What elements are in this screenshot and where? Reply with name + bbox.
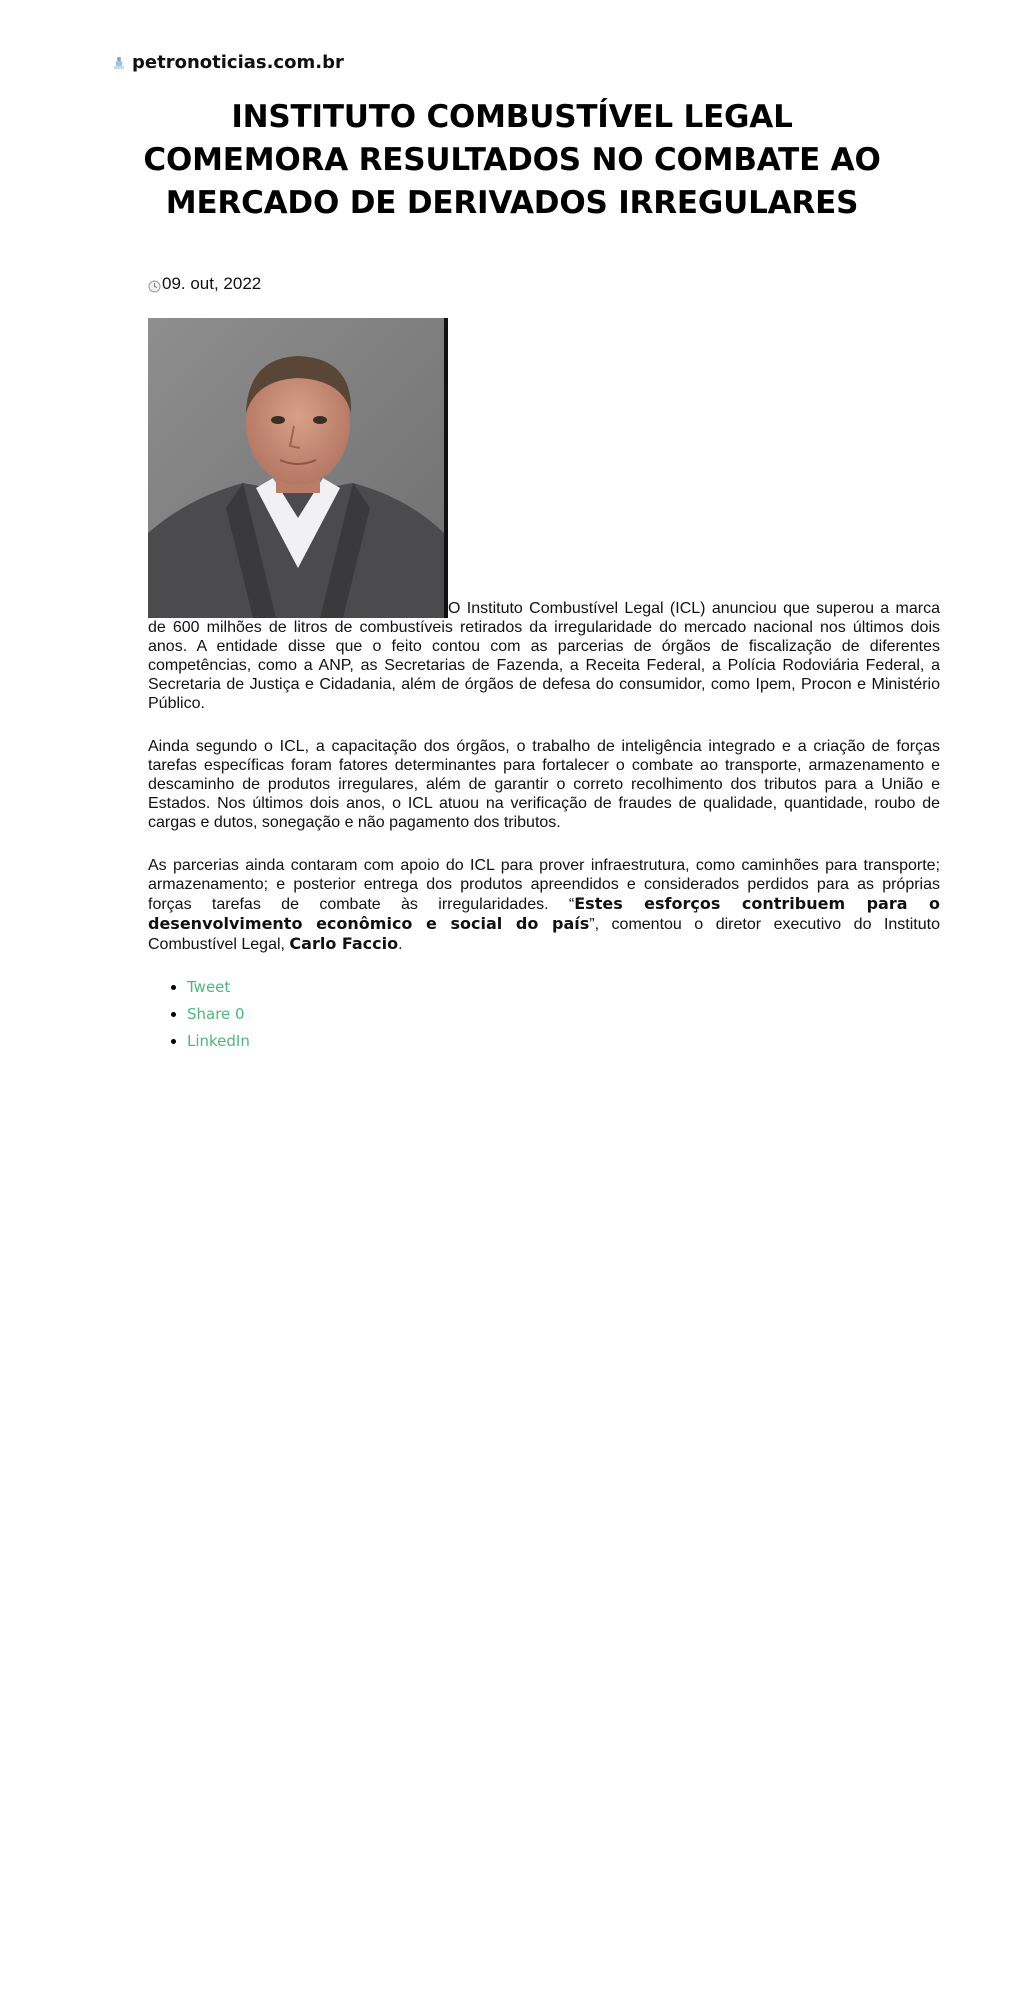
- clock-icon: [148, 278, 161, 291]
- article-paragraph-1-text: O Instituto Combustível Legal (ICL) anunciou que superou a marca de 600 milhões de litros de combustíveis retirados da irregularidade do mercado nacional nos últimos dois anos. A entidade disse que o feito contou com as parcerias de órgãos de fiscalização de diferentes competências, como a ANP, as Secretarias de Fazenda, a Receita Federal, a Polícia Rodoviária Federal, a Secretaria de Justiça e Cidadania, além de órgãos de defesa do consumidor, como Ipem, Procon e Ministério Público.: [148, 600, 940, 712]
- author-portrait-image: [148, 318, 448, 618]
- article-paragraph-1: [148, 318, 940, 713]
- tweet-link[interactable]: Tweet: [187, 978, 231, 996]
- article-paragraph-2: Ainda segundo o ICL, a capacitação dos órgãos, o trabalho de inteligência integrado e a criação de forças tarefas específicas foram fatores determinantes para fortalecer o combate ao transporte, armazenamento e descaminho de produtos irregulares, além de garantir o correto recolhimento dos tributos para a União e Estados. Nos últimos dois anos, o ICL atuou na verificação de fraudes de qualidade, quantidade, roubo de cargas e dutos, sonegação e não pagamento dos tributos.: [148, 738, 940, 831]
- article-paragraph-3-mid: ”, comentou o diretor executivo do Instituto Combustível Legal,: [148, 916, 940, 953]
- article-paragraph-3-start: As parcerias ainda contaram com apoio do ICL para prover infraestrutura, como caminhões para transporte; armazenamento; e posterior entrega dos produtos apreendidos e considerados perdidos para as próprias forças tarefas de combate às irregularidades. “: [148, 857, 940, 913]
- executive-name: Carlo Faccio: [289, 934, 399, 953]
- article-date: [148, 274, 261, 294]
- article-paragraph-3: [148, 856, 940, 954]
- executive-quote: Estes esforços contribuem para o desenvolvimento econômico e social do país: [148, 894, 940, 933]
- site-logo-icon: [112, 56, 126, 70]
- linkedin-link[interactable]: LinkedIn: [187, 1032, 250, 1050]
- article-title: INSTITUTO COMBUSTÍVEL LEGAL COMEMORA RESULTADOS NO COMBATE AO MERCADO DE DERIVADOS IRREGULARES: [143, 99, 881, 221]
- share-link[interactable]: Share 0: [187, 1005, 245, 1023]
- share-item-linkedin: [187, 1032, 940, 1050]
- site-name[interactable]: petronoticias.com.br: [132, 52, 344, 73]
- article-paragraph-3-end: .: [398, 936, 403, 953]
- article-body: [148, 318, 940, 1059]
- share-item-tweet: [187, 978, 940, 996]
- site-header: [112, 52, 344, 73]
- article-date-text: 09. out, 2022: [162, 274, 262, 293]
- share-list: [148, 978, 940, 1050]
- share-item-facebook: [187, 1005, 940, 1023]
